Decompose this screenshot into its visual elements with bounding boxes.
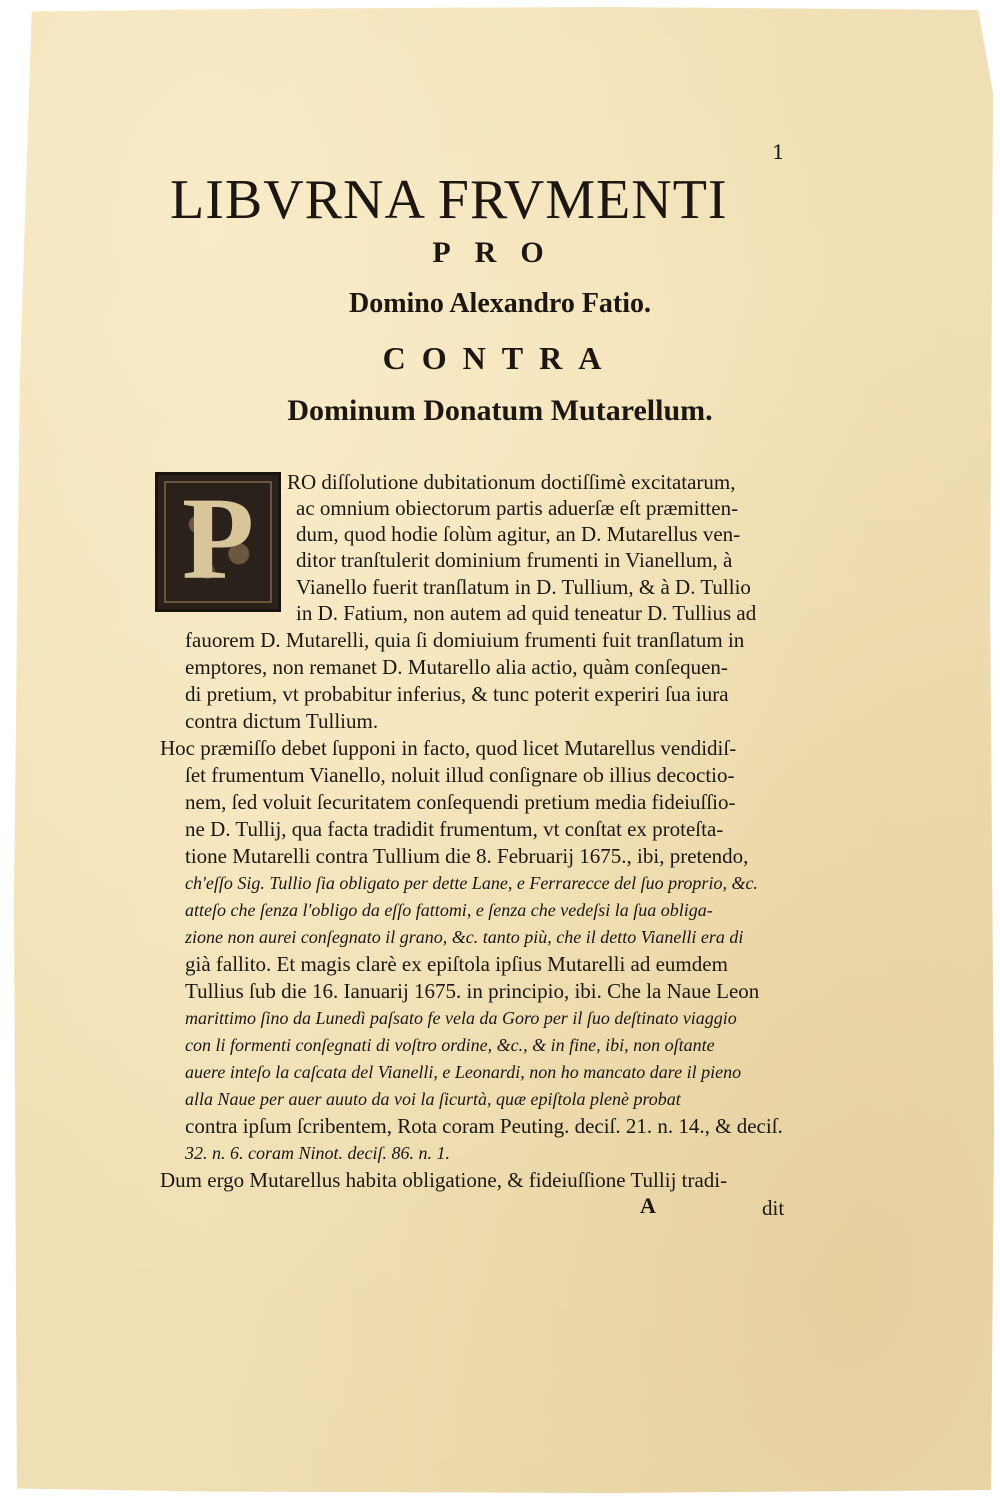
body-line: già fallito. Et magis clarè ex epiſtola ipſius Mutarelli ad eumdem <box>185 952 728 976</box>
body-line: ſet frumentum Vianello, noluit illud conſignare ob illius decoctio- <box>185 763 735 787</box>
body-line: dum, quod hodie ſolùm agitur, an D. Mutarellus ven- <box>296 522 741 546</box>
body-line: Tullius ſub die 16. Ianuarij 1675. in principio, ibi. Che la Naue Leon <box>185 979 760 1003</box>
body-line: RO diſſolutione dubitationum doctiſſimè excitatarum, <box>287 470 736 494</box>
body-line: in D. Fatium, non autem ad quid teneatur D. Tullius ad <box>296 601 757 625</box>
page-number: 1 <box>772 140 785 164</box>
party-two: Dominum Donatum Mutarellum. <box>287 394 713 427</box>
body-line: tione Mutarelli contra Tullium die 8. Februarij 1675., ibi, pretendo, <box>185 844 749 868</box>
body-line: emptores, non remanet D. Mutarello alia actio, quàm conſequen- <box>185 655 728 679</box>
signature-mark: A <box>640 1193 656 1218</box>
body-line-italic: marittimo ſino da Lunedì paſsato fe vela da Goro per il ſuo deſtinato viaggio <box>185 1008 737 1028</box>
body-line: Dum ergo Mutarellus habita obligatione, & fideiuſſione Tullij tradi- <box>160 1168 728 1192</box>
body-line: contra ipſum ſcribentem, Rota coram Peuting. deciſ. 21. n. 14., & deciſ. <box>185 1114 783 1138</box>
ornamental-initial-icon <box>155 472 281 612</box>
body-line-italic: con li formenti conſegnati di voſtro ordine, &c., & in fine, ibi, non oſtante <box>185 1035 715 1055</box>
body-line: ne D. Tullij, qua facta tradidit frumentum, vt conſtat ex proteſta- <box>185 817 724 841</box>
pro-heading: PRO <box>432 236 568 269</box>
body-line-italic: zione non aurei conſegnato il grano, &c. tanto più, che il detto Vianelli era di <box>185 927 744 947</box>
body-line: di pretium, vt probabitur inferius, & tunc poterit experiri ſua iura <box>185 682 729 706</box>
body-line-italic: auere inteſo la caſcata del Vianelli, e Leonardi, non ho mancato dare il pieno <box>185 1062 742 1082</box>
body-line: Vianello fuerit tranſlatum in D. Tullium, & à D. Tullio <box>296 575 751 599</box>
body-line-italic: alla Naue per auer auuto da voi la ſicurtà, quæ epiſtola plenè probat <box>185 1089 681 1109</box>
body-line-italic: atteſo che ſenza l'obligo da eſſo fattomi, e ſenza che vedeſsi la ſua obliga- <box>185 900 713 920</box>
initial-letter: P <box>181 473 255 604</box>
catchword: dit <box>762 1196 785 1220</box>
party-one: Domino Alexandro Fatio. <box>348 288 652 319</box>
body-line-italic: 32. n. 6. coram Ninot. deciſ. 86. n. 1. <box>185 1143 450 1163</box>
contra-heading: CONTRA <box>382 340 618 376</box>
body-line-italic: ch'eſſo Sig. Tullio ſia obligato per dette Lane, e Ferrarecce del ſuo proprio, &c. <box>185 873 758 893</box>
body-line: ac omnium obiectorum partis aduerſæ eſt præmitten- <box>296 496 739 520</box>
body-line: contra dictum Tullium. <box>185 709 379 733</box>
body-line: Hoc præmiſſo debet ſupponi in facto, quod licet Mutarellus vendidiſ- <box>160 736 737 760</box>
body-line: fauorem D. Mutarelli, quia ſi domiuium frumenti fuit tranſlatum in <box>185 628 745 652</box>
body-line: ditor tranſtulerit dominium frumenti in Vianellum, à <box>296 548 733 572</box>
document-title: LIBVRNA FRVMENTI <box>170 169 728 231</box>
body-line: nem, ſed voluit ſecuritatem conſequendi pretium media fideiuſſio- <box>185 790 736 814</box>
